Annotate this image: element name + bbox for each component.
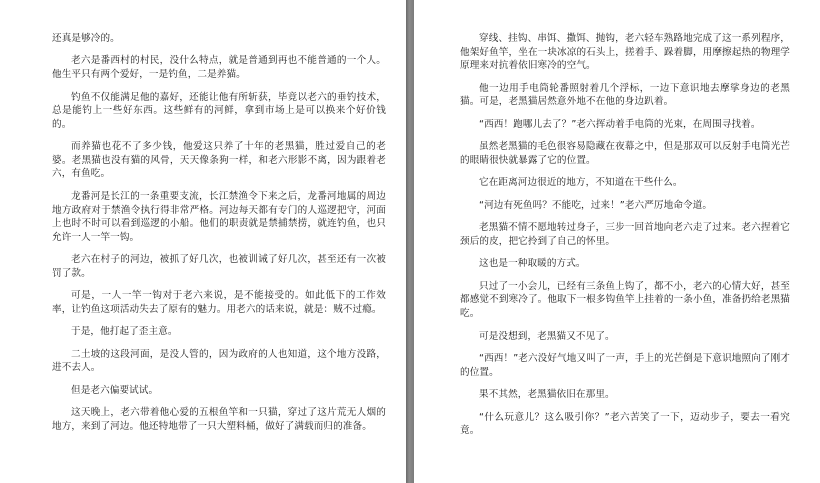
paragraph: 二土坡的这段河面，是没人管的，因为政府的人也知道，这个地方没路，进不去人。 [52, 348, 386, 374]
paragraph: 还真是够冷的。 [52, 33, 120, 44]
paragraph: 只过了一小会儿，已经有三条鱼上钩了，都不小，老六的心情大好，甚至都感觉不到寒冷了。他取下一根多钩鱼竿上挂着的一条小鱼，准备扔给老黑猫吃。 [460, 280, 790, 320]
paragraph: 虽然老黑猫的毛色很容易隐藏在夜幕之中，但是那双可以反射手电筒光芒的眼睛很快就暴露了它的位置。 [460, 141, 790, 166]
paragraph: 这天晚上，老六带着他心爱的五根鱼竿和一只猫，穿过了这片荒无人烟的地方，来到了河边。他还特地带了一只大塑料桶，做好了满载而归的准备。 [52, 407, 386, 432]
paragraph: 于是，他打起了歪主意。 [71, 326, 178, 338]
paragraph: 他一边用手电筒轮番照射着几个浮标，一边下意识地去摩挲身边的老黑猫。可是，老黑猫居然意外地不在他的身边趴着。 [460, 82, 790, 108]
paragraph: 钓鱼不仅能满足他的嘉好，还能让他有所斩获，毕竟以老六的垂钓技术，总是能钓上一些好东西。这些鲜有的河鲜，拿到市场上是可以换来个好价钱的。 [52, 91, 386, 130]
paragraph: 可是，一人一竿一钩对于老六来说，是不能接受的。如此低下的工作效率，让钓鱼这项活动失去了原有的魅力。用老六的话来说，就是：贼不过瘾。 [52, 290, 386, 315]
left-page [0, 0, 406, 483]
paragraph: 而养猫也花不了多少钱，他爱这只养了十年的老黑猫，胜过爱自己的老婆。老黑猫也没有猫的风骨，天天像条狗一样，和老六形影不离，因为跟着老六，有鱼吃。 [52, 141, 386, 180]
paragraph: “西西！跑哪儿去了？”老六挥动着手电筒的光束，在周围寻找着。 [479, 118, 761, 130]
page-gutter [406, 0, 414, 483]
paragraph: 这也是一种取暖的方式。 [479, 258, 586, 270]
paragraph: 穿线、挂钩、串饵、撒饵、抛钩，老六轻车熟路地完成了这一系列程序，他架好鱼竿，坐在一块冰凉的石头上，搓着手、跺着脚，用摩擦起热的物理学原理来对抗着依旧寒冷的空气。 [460, 33, 790, 72]
paragraph: “什么玩意儿？这么吸引你？”老六苦笑了一下，迈动步子，要去一看究竟。 [460, 411, 790, 437]
right-page [414, 0, 820, 483]
paragraph: 可是没想到，老黑猫又不见了。 [479, 330, 615, 342]
paragraph: 老黑猫不情不愿地转过身子，三步一回首地向老六走了过来。老六捏着它颈后的皮，把它拎到了自己的怀里。 [460, 222, 790, 247]
paragraph: 它在距离河边很近的地方，不知道在干些什么。 [479, 177, 683, 189]
paragraph: 果不其然，老黑猫依旧在那里。 [479, 389, 615, 401]
paragraph: 但是老六偏要试试。 [71, 384, 159, 396]
paragraph: 龙番河是长江的一条重要支流，长江禁渔令下来之后，龙番河地属的周边地方政府对于禁渔令执行得非常严格。河边每天都有专门的人巡逻把守，河面上也时不时可以看到巡逻的小船。他们的职责就是禁捕禁捞，就连钓鱼，也只允许一人一竿一钩。 [52, 190, 386, 243]
paragraph: “西西！”老六没好气地又叫了一声，手上的光芒倒是下意识地照向了刚才的位置。 [460, 353, 790, 378]
paragraph: 老六是番西村的村民，没什么特点，就是普通到再也不能普通的一个人。他生平只有两个爱好，一是钓鱼，二是养猫。 [52, 55, 386, 81]
paragraph: “河边有死鱼吗？不能吃，过来！”老六严厉地命令道。 [479, 199, 713, 211]
paragraph: 老六在村子的河边，被抓了好几次，也被训诫了好几次，甚至还有一次被罚了款。 [52, 254, 386, 279]
